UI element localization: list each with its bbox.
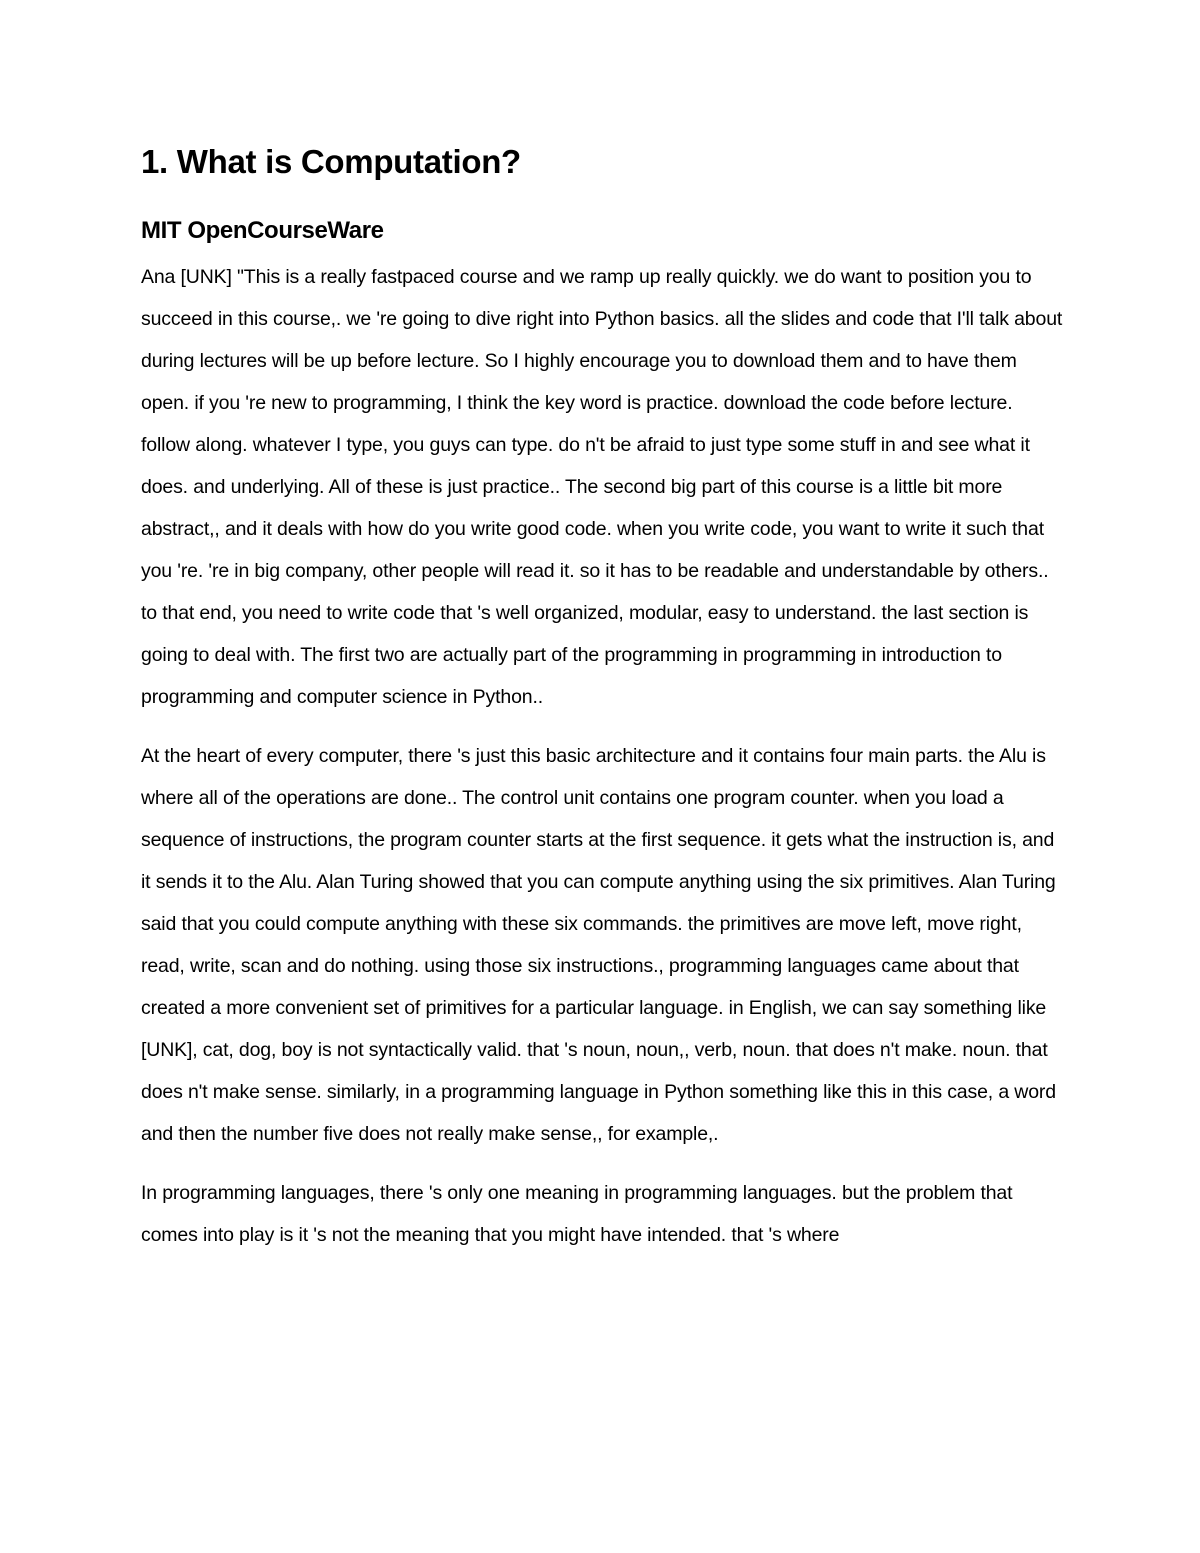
paragraph-architecture: At the heart of every computer, there 's just this basic architecture and it contains four main parts. the Alu is where all of the operations are done.. The control unit contains one program counter. when you load a sequence of instructions, the program counter starts at the first sequence. it gets what the instruction is, and it sends it to the Alu. Alan Turing showed that you can compute anything using the six primitives. Alan Turing said that you could compute anything with these six commands. the primitives are move left, move right, read, write, scan and do nothing. using those six instructions., programming languages came about that created a more convenient set of primitives for a particular language. in English, we can say something like [UNK], cat, dog, boy is not syntactically valid. that 's noun, noun,, verb, noun. that does n't make. noun. that does n't make sense. similarly, in a programming language in Python something like this in this case, a word and then the number five does not really make sense,, for example,. — [141, 745, 1056, 1145]
document-subtitle: MIT OpenCourseWare — [141, 217, 384, 244]
document-title: 1. What is Computation? — [141, 143, 521, 180]
paragraph-intro: Ana [UNK] "This is a really fastpaced course and we ramp up really quickly. we do want to position you to succeed in this course,. we 're going to dive right into Python basics. all the slides and code that I'll talk about during lectures will be up before lecture. So I highly encourage you to download them and to have them open. if you 're new to programming, I think the key word is practice. download the code before lecture. follow along. whatever I type, you guys can type. do n't be afraid to just type some stuff in and see what it does. and underlying. All of these is just practice.. The second big part of this course is a little bit more abstract,, and it deals with how do you write good code. when you write code, you want to write it such that you 're. 're in big company, other people will read it. so it has to be readable and understandable by others.. to that end, you need to write code that 's well organized, modular, easy to understand. the last section is going to deal with. The first two are actually part of the programming in programming in introduction to programming and computer science in Python.. — [141, 266, 1063, 708]
paragraph-languages: In programming languages, there 's only one meaning in programming languages. but the problem that comes into play is it 's not the meaning that you might have intended. that 's where — [141, 1182, 1013, 1246]
document-page — [141, 140, 1063, 1256]
